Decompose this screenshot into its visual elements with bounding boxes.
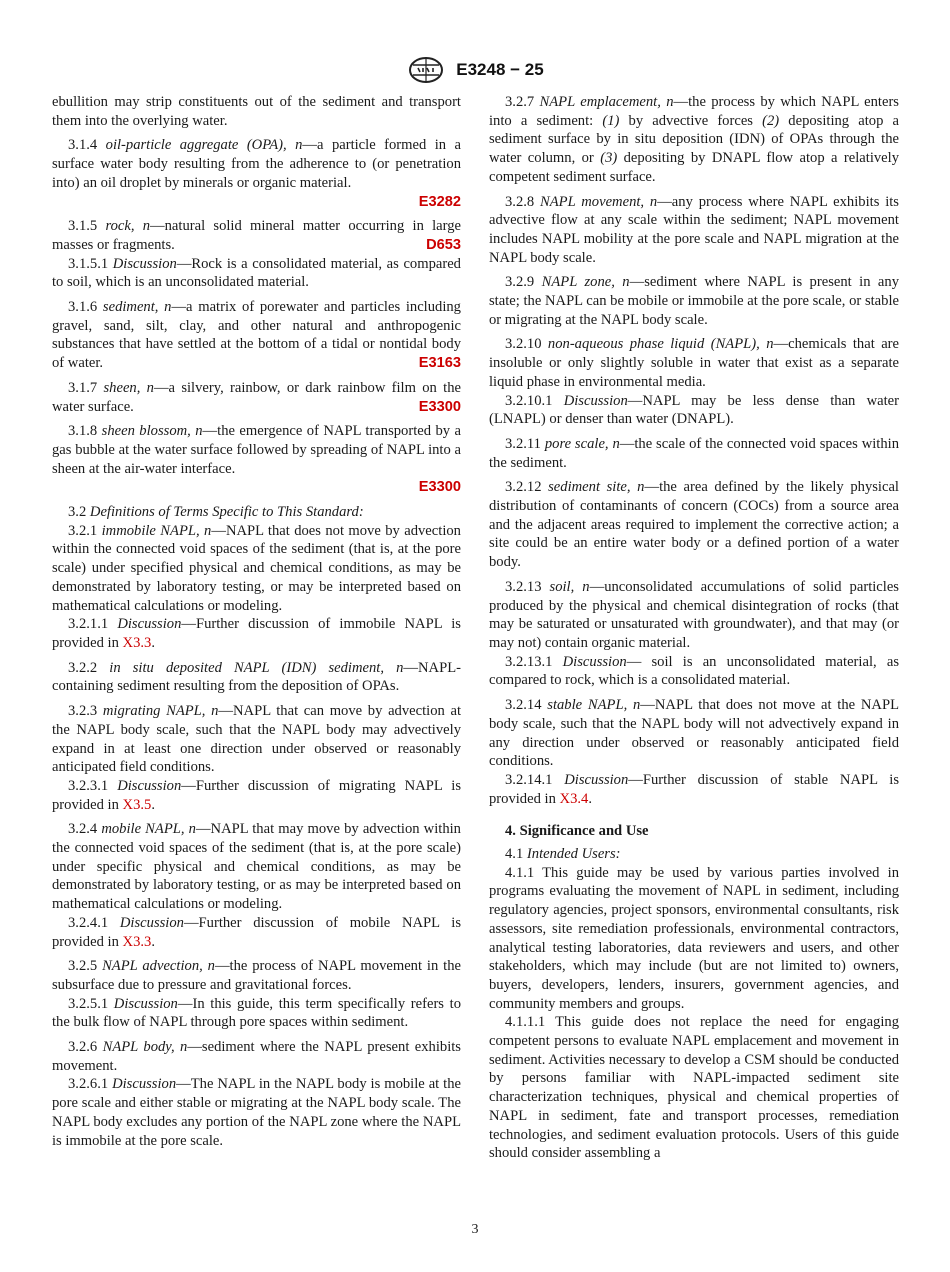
discussion-3-2-14-1: 3.2.14.1 Discussion—Further discussion of stable NAPL is provided in X3.4.: [489, 771, 900, 807]
cross-reference-link[interactable]: X3.4: [559, 790, 589, 807]
reference-link[interactable]: D653: [426, 236, 461, 253]
definition-3-1-7: 3.1.7 sheen, n—a silvery, rainbow, or dark rainbow film on the water surface. E3300: [52, 379, 461, 415]
page-header: [0, 56, 950, 84]
cross-reference-link[interactable]: X3.5: [122, 796, 152, 813]
cross-reference-link[interactable]: X3.3: [122, 933, 152, 950]
definition-3-2-8: 3.2.8 NAPL movement, n—any process where NAPL exhibits its advective flow at any scale within the sediment; NAPL movement includes NAPL mobility at the pore scale and NAPL migration at the NAPL body scale.: [489, 193, 899, 266]
discussion-3-2-4-1: 3.2.4.1 Discussion—Further discussion of mobile NAPL is provided in X3.3.: [52, 914, 461, 950]
cross-reference-link[interactable]: X3.3: [122, 634, 152, 651]
definition-3-2-13: 3.2.13 soil, n—unconsolidated accumulations of solid particles produced by the physical and chemical disintegration of rocks (that may be saturated or unsaturated with groundwater), and that may (or may not) contain organic material.: [489, 578, 899, 651]
definition-3-1-8: 3.1.8 sheen blossom, n—the emergence of NAPL transported by a gas bubble at the water surface followed by spreading of NAPL into a sheen at the air-water interface. E3300: [52, 423, 461, 496]
definition-3-2-7: 3.2.7 NAPL emplacement, n—the process by which NAPL enters into a sediment: (1) by advective forces (2) depositing atop a sediment surface by in situ deposition (IDN) of OPAs through the water column, or (3) depositing by DNAPL flow atop a relatively competent sediment surface.: [489, 94, 899, 185]
definition-3-2-1: 3.2.1 immobile NAPL, n—NAPL that does not move by advection within the connected void spaces of the sediment (that is, at the pore scale) under specified physical and chemical conditions, as may be demonstrated by laboratory testing, or may be interpreted based on mathematical calculations or modeling.: [52, 522, 461, 614]
definition-3-2-12: 3.2.12 sediment site, n—the area defined by the likely physical distribution of contaminants of concern (COCs) from a source area and the adjacent areas required to implement the corrective action; a site could be an entire water body or a defined portion of a water body.: [489, 479, 899, 571]
subsection-3-2: 3.2 Definitions of Terms Specific to This Standard:: [68, 504, 364, 521]
definition-3-2-6: 3.2.6 NAPL body, n—sediment where the NAPL present exhibits movement.: [52, 1039, 461, 1074]
discussion-3-2-5-1: 3.2.5.1 Discussion—In this guide, this term specifically refers to the bulk flow of NAPL through pore spaces within sediment.: [52, 995, 461, 1031]
definition-3-1-6: 3.1.6 sediment, n—a matrix of porewater and particles including gravel, sand, silt, clay, and other natural and anthropogenic substances that have settled at the bottom of a tidal or nontidal body of water. E3163: [52, 299, 461, 372]
paragraph: ebullition may strip constituents out of the sediment and transport them into the overlying water.: [52, 94, 461, 129]
discussion-3-2-13-1: 3.2.13.1 Discussion— soil is an unconsolidated material, as compared to rock, which is a consolidated material.: [489, 653, 900, 689]
definition-3-2-11: 3.2.11 pore scale, n—the scale of the connected void spaces within the sediment.: [489, 435, 899, 471]
discussion-3-2-3-1: 3.2.3.1 Discussion—Further discussion of migrating NAPL is provided in X3.5.: [52, 777, 462, 813]
right-column: [489, 93, 899, 1163]
definition-3-2-2: 3.2.2 in situ deposited NAPL (IDN) sediment, n—NAPL-containing sediment resulting from the deposition of OPAs.: [52, 659, 461, 695]
section-heading: 4. Significance and Use: [505, 823, 649, 840]
discussion-3-2-6-1: 3.2.6.1 Discussion—The NAPL in the NAPL body is mobile at the pore scale and either stable or migrating at the NAPL body scale. The NAPL body excludes any portion of the NAPL zone where the NAPL is immobile at the pore scale.: [52, 1076, 461, 1149]
paragraph-4-1-1: 4.1.1 This guide may be used by various parties involved in programs evaluating the movement of NAPL in sediment, including regulatory agencies, project sponsors, environmental consultants, risk assessors, site remediation professionals, environmental contractors, analytical testing laboratories, data reviewers and users, and other stakeholders, which may include (but are not limited to) owners, buyers, developers, lenders, insurers, government agencies, and community members and groups.: [489, 864, 899, 1012]
astm-logo-icon: [406, 56, 446, 84]
subsection-4-1: 4.1 Intended Users:: [505, 846, 621, 863]
definition-3-2-9: 3.2.9 NAPL zone, n—sediment where NAPL is present in any state; the NAPL can be mobile or immobile at the pore scale, or stable or migrating at the NAPL body scale.: [489, 274, 899, 328]
definition-3-2-10: 3.2.10 non-aqueous phase liquid (NAPL), n—chemicals that are insoluble or only slightly soluble in water that exist as a separate liquid phase in environmental media.: [489, 336, 900, 390]
discussion-3-1-5-1: 3.1.5.1 Discussion—Rock is a consolidated material, as compared to soil, which is an unconsolidated material.: [52, 255, 461, 291]
reference-link[interactable]: E3282: [418, 193, 461, 210]
paragraph-4-1-1-1: 4.1.1.1 This guide does not replace the need for engaging competent persons to evaluate NAPL emplacement and movement in sediment. Activities necessary to develop a CSM should be conducted by persons familiar with NAPL-impacted sediment site characterization techniques, physical and chemical properties of NAPL in sediment, fate and transport processes, remediation technologies, and sediment evaluation protocols. Users of this guide should consider assembling a: [489, 1014, 899, 1162]
reference-link[interactable]: E3300: [418, 479, 461, 496]
definition-3-1-4: 3.1.4 oil-particle aggregate (OPA), n—a particle formed in a surface water body resulting from the adherence to (or penetration into) an oil droplet by minerals or organic material. E3282: [52, 137, 461, 210]
discussion-3-2-10-1: 3.2.10.1 Discussion—NAPL may be less dense than water (LNAPL) or denser than water (DNAPL).: [489, 392, 899, 428]
page-number: 3: [471, 1222, 479, 1237]
reference-link[interactable]: E3300: [418, 398, 461, 415]
discussion-3-2-1-1: 3.2.1.1 Discussion—Further discussion of immobile NAPL is provided in X3.3.: [52, 616, 461, 651]
standard-designation: E3248 − 25: [456, 60, 544, 79]
left-column: [52, 93, 461, 1150]
definition-3-2-14: 3.2.14 stable NAPL, n—NAPL that does not move at the NAPL body scale, such that the NAPL body will not advectively expand in any direction under observed or reasonably anticipated field conditions.: [489, 697, 900, 770]
definition-3-1-5: 3.1.5 rock, n—natural solid mineral matter occurring in large masses or fragments. D653: [52, 218, 462, 253]
definition-3-2-5: 3.2.5 NAPL advection, n—the process of NAPL movement in the subsurface due to pressure and gravitational forces.: [52, 958, 461, 993]
definition-3-2-4: 3.2.4 mobile NAPL, n—NAPL that may move by advection within the connected void spaces of the sediment (that is, at the pore scale) under specific physical and chemical conditions, as may be demonstrated by laboratory testing, or as may be interpreted based on mathematical calculations or modeling.: [52, 821, 461, 913]
reference-link[interactable]: E3163: [418, 355, 461, 372]
definition-3-2-3: 3.2.3 migrating NAPL, n—NAPL that can move by advection at the NAPL body scale, such that the NAPL body may advectively expand in at least one direction under observed or reasonably anticipated field conditions.: [52, 703, 461, 776]
